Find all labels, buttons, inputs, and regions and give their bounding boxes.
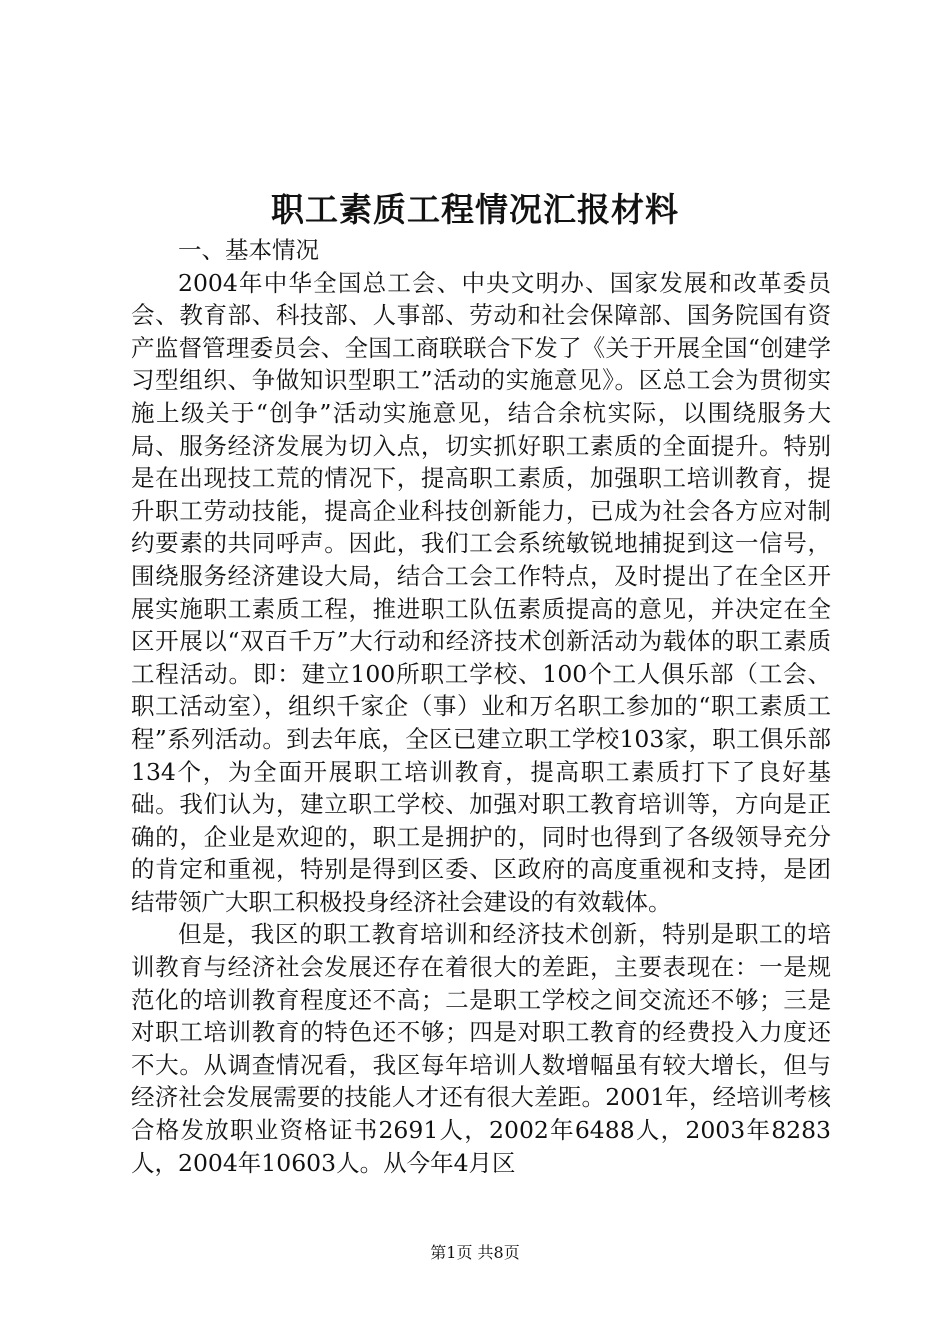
page-indicator: 第1页 共8页 xyxy=(430,1243,520,1262)
document-title: 职工素质工程情况汇报材料 xyxy=(271,190,679,229)
section-heading: 一、基本情况 xyxy=(178,236,319,264)
document-body xyxy=(131,234,831,1179)
paragraph-1: 2004年中华全国总工会、中央文明办、国家发展和改革委员会、教育部、科技部、人事部、劳动和社会保障部、国务院国有资产监督管理委员会、全国工商联联合下发了《关于开展全国“创建学习型组织、争做知识型职工”活动的实施意见》。区总工会为贯彻实施上级关于“创争”活动实施意见，结合余杭实际，以围绕服务大局、服务经济发展为切入点，切实抓好职工素质的全面提升。特别是在出现技工荒的情况下，提高职工素质，加强职工培训教育，提升职工劳动技能，提高企业科技创新能力，已成为社会各方应对制约要素的共同呼声。因此，我们工会系统敏锐地捕捉到这一信号，围绕服务经济建设大局，结合工会工作特点，及时提出了在全区开展实施职工素质工程，推进职工队伍素质提高的意见，并决定在全区开展以“双百千万”大行动和经济技术创新活动为载体的职工素质工程活动。即：建立100所职工学校、100个工人俱乐部（工会、职工活动室），组织千家企（事）业和万名职工参加的“职工素质工程”系列活动。到去年底，全区已建立职工学校103家，职工俱乐部134个，为全面开展职工培训教育，提高职工素质打下了良好基础。我们认为，建立职工学校、加强对职工教育培训等，方向是正确的，企业是欢迎的，职工是拥护的，同时也得到了各级领导充分的肯定和重视，特别是得到区委、区政府的高度重视和支持，是团结带领广大职工积极投身经济社会建设的有效载体。 xyxy=(131,268,831,916)
paragraph-2: 但是，我区的职工教育培训和经济技术创新，特别是职工的培训教育与经济社会发展还存在着很大的差距，主要表现在：一是规范化的培训教育程度还不高；二是职工学校之间交流还不够；三是对职工培训教育的特色还不够；四是对职工教育的经费投入力度还不大。从调查情况看，我区每年培训人数增幅虽有较大增长，但与经济社会发展需要的技能人才还有很大差距。2001年，经培训考核合格发放职业资格证书2691人，2002年6488人，2003年8283人，2004年10603人。从今年4月区 xyxy=(131,920,831,1177)
page-footer xyxy=(0,1242,950,1264)
